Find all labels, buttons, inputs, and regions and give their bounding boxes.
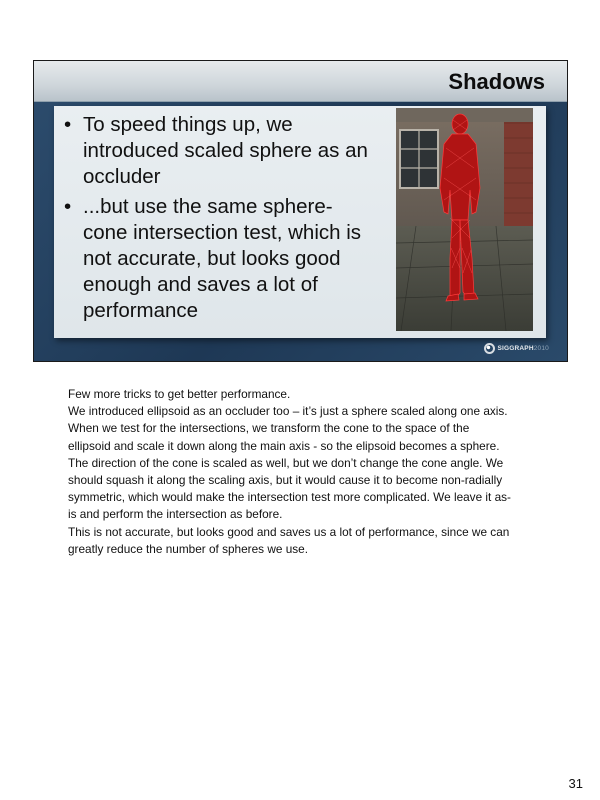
bullet-line: enough and saves a lot of (83, 273, 318, 296)
bullet-symbol: • (64, 113, 72, 136)
wireframe-character-image (396, 108, 533, 331)
page-number: 31 (568, 776, 583, 791)
bullet-item (64, 112, 394, 190)
notes-line: is and perform the intersection as before. (68, 507, 283, 522)
wireframe-scene-graphic (396, 108, 533, 331)
bullet-line: cone intersection test, which is (83, 221, 362, 244)
notes-line: Few more tricks to get better performance. (68, 387, 291, 401)
bullet-line: occluder (83, 165, 161, 188)
notes-line: ellipsoid and scale it down along the main axis - so the elipsoid becomes a sphere. (68, 438, 500, 453)
slide-content-panel (54, 106, 546, 338)
siggraph-logo-year: 2010 (533, 344, 549, 352)
notes-line: This is not accurate, but looks good and saves us a lot of performance, since we can (68, 524, 510, 539)
siggraph-logo-icon (484, 343, 495, 354)
siggraph-logo (484, 340, 549, 356)
bullet-symbol: • (64, 195, 72, 218)
notes-line: symmetric, which would make the intersection test more complicated. We leave it as- (68, 490, 511, 505)
notes-line: We introduced ellipsoid as an occluder too – it’s just a sphere scaled along one axis. (68, 404, 508, 419)
speaker-notes (68, 386, 540, 558)
siggraph-logo-text: SIGGRAPH (497, 344, 534, 352)
notes-line: should squash it along the scaling axis, but it would cause it to become non-radially (68, 473, 503, 488)
slide-title: Shadows (448, 69, 545, 94)
slide-title-bar (34, 61, 567, 102)
notes-line: The direction of the cone is scaled as well, but we don’t change the cone angle. We (68, 455, 504, 470)
bullet-line: performance (83, 299, 199, 322)
bullet-list (64, 112, 394, 328)
bullet-line: introduced scaled sphere as an (83, 139, 368, 162)
notes-line: When we test for the intersections, we transform the cone to the space of the (68, 421, 470, 436)
bullet-item (64, 194, 394, 324)
bullet-line: not accurate, but looks good (83, 247, 341, 270)
notes-line: greatly reduce the number of spheres we use. (68, 541, 309, 556)
bullet-line: ...but use the same sphere- (83, 195, 333, 218)
bullet-line: To speed things up, we (83, 113, 293, 136)
slide-thumbnail (33, 60, 568, 362)
